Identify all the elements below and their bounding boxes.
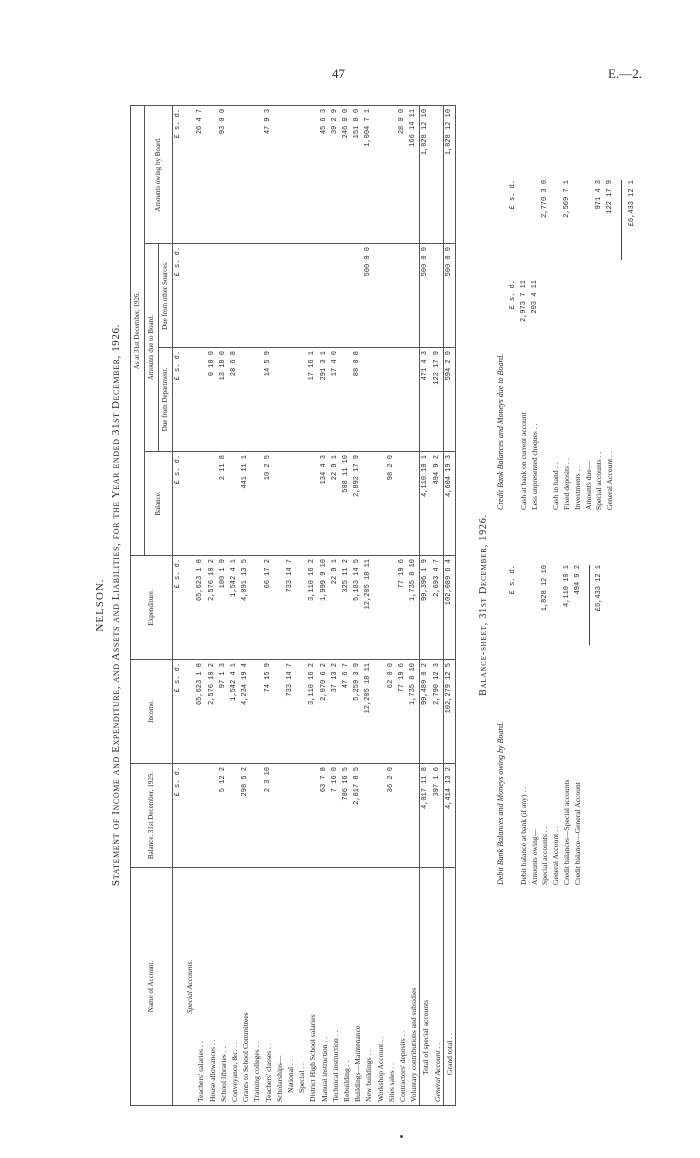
- credit-amount: 2,973 7 11: [519, 280, 528, 323]
- amount-cell: [296, 244, 307, 348]
- account-name: General Account . .: [432, 868, 444, 1106]
- amount-cell: 291 3 1: [319, 348, 330, 452]
- balance-line: [519, 170, 530, 510]
- table-row: [386, 105, 397, 1105]
- amount-cell: 5,259 3 9: [352, 660, 363, 764]
- amount-cell: [408, 452, 420, 556]
- balance-line: [519, 555, 530, 885]
- statement-rows: [173, 105, 456, 1105]
- account-name: Special . .: [296, 868, 307, 1106]
- balance-line: [594, 555, 605, 885]
- amount-cell: 325 11 2: [341, 556, 352, 660]
- amount-cell: [330, 244, 341, 348]
- amount-cell: 3,110 16 2: [307, 660, 318, 764]
- col-header-income: Income.: [131, 660, 173, 764]
- account-name: Manual instruction . .: [319, 868, 330, 1106]
- amount-cell: 298 5 2: [240, 764, 251, 868]
- account-name: Rebuilding . .: [341, 868, 352, 1106]
- amount-cell: 93 0 0: [218, 105, 229, 243]
- amount-cell: 4,017 11 8: [420, 764, 432, 868]
- amount-cell: 2,576 10 2: [207, 660, 218, 764]
- table-row: [207, 105, 218, 1105]
- amount-cell: [386, 244, 397, 348]
- amount-cell: 102,089 6 4: [443, 556, 455, 660]
- table-row: [363, 105, 374, 1105]
- amount-cell: [251, 452, 262, 556]
- amount-cell: [251, 244, 262, 348]
- amount-cell: 66 17 2: [263, 556, 274, 660]
- amount-cell: 74 15 9: [263, 660, 274, 764]
- amount-cell: [341, 244, 352, 348]
- amount-cell: [274, 105, 285, 243]
- debit-amount: 1,828 12 10: [541, 565, 550, 612]
- amount-cell: 65,623 1 8: [195, 556, 206, 660]
- lsd-header: £ s. d.: [173, 764, 185, 868]
- amount-cell: [397, 452, 408, 556]
- amount-cell: 22 9 1: [330, 556, 341, 660]
- table-row: [408, 105, 420, 1105]
- amount-cell: 246 0 0: [341, 105, 352, 243]
- balance-line: [551, 170, 562, 510]
- amount-cell: [296, 105, 307, 243]
- amount-cell: [195, 244, 206, 348]
- statement-rotated-block: [90, 100, 650, 1110]
- col-header-amounts-due: Amounts due to Board.: [145, 244, 159, 452]
- amount-cell: [432, 105, 444, 243]
- amount-cell: [375, 105, 386, 243]
- debit-amount: 4,110 10 1: [562, 565, 571, 608]
- table-row: [229, 105, 240, 1105]
- balance-line: [562, 555, 573, 885]
- balance-line: [573, 555, 584, 885]
- amount-cell: [363, 764, 374, 868]
- amount-cell: [285, 764, 296, 868]
- credit-total: £6,433 12 1: [627, 180, 636, 227]
- table-row: [218, 105, 229, 1105]
- account-name: Scholarships—: [274, 868, 285, 1106]
- amount-cell: 36 2 0: [386, 764, 397, 868]
- table-row: [263, 105, 274, 1105]
- total-rule: [589, 565, 590, 645]
- region-title: NELSON.: [94, 578, 106, 632]
- lsd-row: [173, 105, 185, 1105]
- amount-cell: 65,623 1 8: [195, 660, 206, 764]
- lsd-header: £ s. d.: [509, 180, 517, 210]
- amount-cell: [432, 244, 444, 348]
- amount-cell: 786 16 5: [341, 764, 352, 868]
- account-name: Total of special accounts: [420, 868, 432, 1106]
- amount-cell: [229, 105, 240, 243]
- amount-cell: [307, 764, 318, 868]
- credit-label: Cash in hand . .: [551, 462, 561, 510]
- account-name: District High School salaries: [307, 868, 318, 1106]
- amount-cell: 508 11 10: [341, 452, 352, 556]
- amount-cell: [229, 764, 240, 868]
- amount-cell: [375, 764, 386, 868]
- debit-label: Credit balance—General Account: [572, 782, 582, 885]
- account-name: Grand total . .: [443, 868, 455, 1106]
- balance-line: [530, 170, 541, 510]
- amount-cell: 471 4 3: [420, 348, 432, 452]
- amount-cell: 3,110 16 2: [307, 556, 318, 660]
- credit-label: Fixed deposits . .: [561, 458, 571, 510]
- amount-cell: 1,999 9 10: [319, 556, 330, 660]
- credit-amount: 2,770 3 0: [541, 180, 550, 218]
- amount-cell: 1,004 7 1: [363, 105, 374, 243]
- amount-cell: 2,693 4 7: [432, 556, 444, 660]
- amount-cell: [285, 452, 296, 556]
- amount-cell: 500 0 0: [363, 244, 374, 348]
- amount-cell: 2 3 10: [263, 764, 274, 868]
- lsd-header: £ s. d.: [173, 105, 185, 243]
- table-row: [330, 105, 341, 1105]
- credit-amount: 122 17 9: [606, 180, 615, 214]
- amount-cell: 1,735 8 10: [408, 556, 420, 660]
- amount-cell: 97 1 3: [218, 660, 229, 764]
- lsd-header: £ s. d.: [173, 348, 185, 452]
- debit-heading: Debit Bank Balances and Moneys owing by Board.: [496, 721, 505, 885]
- amount-cell: 45 6 3: [319, 105, 330, 243]
- amount-cell: [341, 348, 352, 452]
- credit-label: Amounts due—: [583, 461, 593, 510]
- amount-cell: 1,735 8 10: [408, 660, 420, 764]
- amount-cell: [375, 452, 386, 556]
- table-row: [274, 105, 285, 1105]
- amount-cell: [195, 348, 206, 452]
- amount-cell: 13 18 0: [218, 348, 229, 452]
- account-name: Teachers' salaries . .: [195, 868, 206, 1106]
- debit-column: [508, 555, 605, 885]
- debit-total: £6,433 12 1: [595, 565, 604, 612]
- amount-cell: 17 4 0: [330, 348, 341, 452]
- section-reference: E.—2.: [608, 66, 642, 81]
- amount-cell: 12,205 18 11: [363, 660, 374, 764]
- amount-cell: [251, 556, 262, 660]
- col-header-due-other: Due from other Sources.: [159, 244, 173, 348]
- col-header-balance: Balance.: [145, 452, 173, 556]
- balance-line: [616, 170, 627, 510]
- amount-cell: [375, 660, 386, 764]
- amount-cell: 494 9 2: [432, 452, 444, 556]
- amount-cell: [296, 452, 307, 556]
- table-row: [352, 105, 363, 1105]
- amount-cell: [274, 244, 285, 348]
- amount-cell: 0 10 0: [207, 348, 218, 452]
- amount-cell: 4,110 10 1: [420, 452, 432, 556]
- amount-cell: 500 0 0: [420, 244, 432, 348]
- amount-cell: 14 5 9: [263, 348, 274, 452]
- amount-cell: [274, 452, 285, 556]
- table-row: [184, 105, 195, 1105]
- amount-cell: [375, 244, 386, 348]
- debit-label: Credit balances—Special accounts: [561, 779, 571, 885]
- amount-cell: [386, 556, 397, 660]
- col-header-owing: Amounts owing by Board.: [145, 105, 173, 243]
- amount-cell: [408, 244, 420, 348]
- amount-cell: 63 7 8: [319, 764, 330, 868]
- amount-cell: [240, 105, 251, 243]
- balance-line: [540, 170, 551, 510]
- amount-cell: 28 0 0: [397, 105, 408, 243]
- total-rule: [621, 180, 622, 260]
- amount-cell: [307, 452, 318, 556]
- account-name: Technical instruction . .: [330, 868, 341, 1106]
- balance-line: [508, 170, 519, 510]
- table-row: [420, 105, 432, 1105]
- amount-cell: [218, 244, 229, 348]
- amount-cell: 5 12 2: [218, 764, 229, 868]
- balance-line: [508, 555, 519, 885]
- account-name: Conveyance, &c. . .: [229, 868, 240, 1106]
- amount-cell: 500 0 0: [443, 244, 455, 348]
- page-number: 47: [332, 66, 345, 81]
- table-row: [195, 105, 206, 1105]
- amount-cell: 4,414 13 2: [443, 764, 455, 868]
- account-name: Special Accounts.: [184, 868, 195, 1106]
- credit-label: Cash at bank on current account: [518, 412, 528, 510]
- amount-cell: 77 19 6: [397, 556, 408, 660]
- credit-heading: Credit Bank Balances and Moneys due to Board.: [496, 353, 505, 510]
- debit-label: General Account . .: [551, 826, 561, 885]
- amount-cell: 441 11 1: [240, 452, 251, 556]
- amount-cell: [296, 348, 307, 452]
- amount-cell: [195, 452, 206, 556]
- amount-cell: [352, 244, 363, 348]
- amount-cell: [274, 764, 285, 868]
- account-name: Contractors' deposits . .: [397, 868, 408, 1106]
- table-row: [341, 105, 352, 1105]
- amount-cell: [408, 764, 420, 868]
- amount-cell: 1,542 4 1: [229, 660, 240, 764]
- account-name: House allowances . .: [207, 868, 218, 1106]
- amount-cell: [184, 348, 195, 452]
- amount-cell: 2,817 8 5: [352, 764, 363, 868]
- amount-cell: [285, 244, 296, 348]
- amount-cell: [274, 556, 285, 660]
- amount-cell: [375, 556, 386, 660]
- amount-cell: [386, 348, 397, 452]
- amount-cell: 100 1 9: [218, 556, 229, 660]
- amount-cell: 1,542 4 1: [229, 556, 240, 660]
- amount-cell: [363, 452, 374, 556]
- table-row: [307, 105, 318, 1105]
- amount-cell: [408, 348, 420, 452]
- statement-table: [130, 105, 456, 1106]
- amount-cell: [274, 660, 285, 764]
- amount-cell: 99,396 1 9: [420, 556, 432, 660]
- credit-amount: 203 4 11: [530, 280, 539, 314]
- amount-cell: 77 19 6: [397, 660, 408, 764]
- amount-cell: [397, 244, 408, 348]
- amount-cell: 134 4 3: [319, 452, 330, 556]
- amount-cell: 17 16 1: [307, 348, 318, 452]
- amount-cell: 99,489 0 2: [420, 660, 432, 764]
- amount-cell: 37 13 2: [330, 660, 341, 764]
- amount-cell: 397 1 6: [432, 764, 444, 868]
- amount-cell: 4,091 13 5: [240, 556, 251, 660]
- amount-cell: 47 9 3: [263, 105, 274, 243]
- amount-cell: 4,234 19 4: [240, 660, 251, 764]
- amount-cell: 2,892 17 9: [352, 452, 363, 556]
- account-name: Buildings—Maintenance: [352, 868, 363, 1106]
- amount-cell: [285, 348, 296, 452]
- account-name: School libraries . .: [218, 868, 229, 1106]
- balance-line: [584, 170, 595, 510]
- amount-cell: [184, 660, 195, 764]
- statement-title: Statement of Income and Expenditure, and Assets and Liabilities, for the Year ended 31st December, 1926.: [110, 324, 122, 886]
- table-row: [251, 105, 262, 1105]
- amount-cell: [375, 348, 386, 452]
- col-header-expenditure: Expenditure.: [131, 556, 173, 660]
- credit-column: [508, 170, 638, 510]
- amount-cell: 1,828 12 10: [443, 105, 455, 243]
- amount-cell: [397, 764, 408, 868]
- account-name: Workshop Account . .: [375, 868, 386, 1106]
- amount-cell: 62 0 0: [386, 660, 397, 764]
- amount-cell: [184, 452, 195, 556]
- account-name: New buildings . .: [363, 868, 374, 1106]
- amount-cell: [251, 105, 262, 243]
- lsd-header: £ s. d.: [173, 452, 185, 556]
- credit-amount: 2,569 7 1: [562, 180, 571, 218]
- amount-cell: 2,070 6 2: [319, 660, 330, 764]
- amount-cell: [207, 452, 218, 556]
- amount-cell: [240, 348, 251, 452]
- amount-cell: [229, 452, 240, 556]
- balance-line: [573, 170, 584, 510]
- amount-cell: [184, 244, 195, 348]
- balance-sheet-title: Balance-sheet, 31st December, 1926.: [478, 514, 489, 696]
- balance-line: [584, 555, 595, 885]
- table-row: [432, 105, 444, 1105]
- amount-cell: [307, 244, 318, 348]
- account-name: National . .: [285, 868, 296, 1106]
- lsd-header: £ s. d.: [509, 565, 517, 595]
- lsd-header: £ s. d.: [173, 660, 185, 764]
- credit-label: General Account . .: [605, 451, 615, 510]
- amount-cell: [296, 764, 307, 868]
- amount-cell: [307, 105, 318, 243]
- col-header-due-dept: Due from Department.: [159, 348, 173, 452]
- table-row: [240, 105, 251, 1105]
- debit-amount: 494 9 2: [573, 565, 582, 595]
- credit-label: Investments . .: [572, 465, 582, 510]
- amount-cell: [251, 348, 262, 452]
- amount-cell: [251, 660, 262, 764]
- amount-cell: 26 4 7: [195, 105, 206, 243]
- amount-cell: 22 9 1: [330, 452, 341, 556]
- amount-cell: 1,828 12 10: [420, 105, 432, 243]
- account-name: Voluntary contributions and subsidies: [408, 868, 420, 1106]
- amount-cell: [184, 105, 195, 243]
- amount-cell: 4,604 19 3: [443, 452, 455, 556]
- amount-cell: [251, 764, 262, 868]
- account-name: Grants to School Committees: [240, 868, 251, 1106]
- amount-cell: 102,279 12 5: [443, 660, 455, 764]
- amount-cell: [397, 348, 408, 452]
- amount-cell: 2,576 10 2: [207, 556, 218, 660]
- lsd-header: £ s. d.: [509, 280, 517, 310]
- amount-cell: 594 2 0: [443, 348, 455, 452]
- page-mark: [400, 1135, 403, 1138]
- debit-label: Special accounts . .: [540, 826, 550, 885]
- table-row: [375, 105, 386, 1105]
- lsd-header: £ s. d.: [173, 556, 185, 660]
- balance-line: [562, 170, 573, 510]
- amount-cell: [184, 764, 195, 868]
- amount-cell: [363, 348, 374, 452]
- amount-cell: 5,183 14 5: [352, 556, 363, 660]
- table-row: [319, 105, 330, 1105]
- balance-line: [551, 555, 562, 885]
- amount-cell: 98 2 0: [386, 452, 397, 556]
- amount-cell: [240, 244, 251, 348]
- credit-amount: 971 4 3: [595, 180, 604, 210]
- credit-label: Special accounts . .: [594, 451, 604, 510]
- amount-cell: 12,205 18 11: [363, 556, 374, 660]
- debit-label: Debit balance at bank (if any) . .: [518, 786, 528, 885]
- amount-cell: [296, 660, 307, 764]
- amount-cell: [319, 244, 330, 348]
- amount-cell: 2,790 12 3: [432, 660, 444, 764]
- amount-cell: [263, 244, 274, 348]
- amount-cell: 47 6 7: [341, 660, 352, 764]
- table-row: [296, 105, 307, 1105]
- amount-cell: [207, 244, 218, 348]
- amount-cell: 2 11 8: [218, 452, 229, 556]
- amount-cell: 7 16 0: [330, 764, 341, 868]
- amount-cell: 28 6 8: [229, 348, 240, 452]
- account-name: Training colleges . .: [251, 868, 262, 1106]
- lsd-blank: [173, 868, 185, 1106]
- amount-cell: 122 17 9: [432, 348, 444, 452]
- amount-cell: [386, 105, 397, 243]
- amount-cell: [285, 105, 296, 243]
- balance-line: [530, 555, 541, 885]
- amount-cell: 88 0 8: [352, 348, 363, 452]
- amount-cell: [195, 764, 206, 868]
- amount-cell: 733 14 7: [285, 556, 296, 660]
- balance-line: [540, 555, 551, 885]
- account-name: Teachers' classes . .: [263, 868, 274, 1106]
- credit-label: Less unpresented cheques . .: [529, 423, 539, 510]
- table-row: [443, 105, 455, 1105]
- amount-cell: 151 8 0: [352, 105, 363, 243]
- amount-cell: [274, 348, 285, 452]
- table-row: [285, 105, 296, 1105]
- balance-line: [605, 170, 616, 510]
- table-row: [397, 105, 408, 1105]
- amount-cell: 10 2 5: [263, 452, 274, 556]
- amount-cell: 733 14 7: [285, 660, 296, 764]
- col-header-balance-1925: Balance, 31st December, 1925.: [131, 764, 173, 868]
- amount-cell: 39 2 9: [330, 105, 341, 243]
- amount-cell: [207, 764, 218, 868]
- col-header-as-at: As at 31st December, 1926.: [131, 105, 145, 555]
- amount-cell: [207, 105, 218, 243]
- balance-line: [627, 170, 638, 510]
- amount-cell: [296, 556, 307, 660]
- amount-cell: 166 14 11: [408, 105, 420, 243]
- account-name: Sites sales . .: [386, 868, 397, 1106]
- debit-label: Amounts owing—: [529, 828, 539, 885]
- lsd-header: £ s. d.: [173, 244, 185, 348]
- col-header-name: Name of Account.: [131, 868, 173, 1106]
- amount-cell: [184, 556, 195, 660]
- balance-line: [594, 170, 605, 510]
- amount-cell: [229, 244, 240, 348]
